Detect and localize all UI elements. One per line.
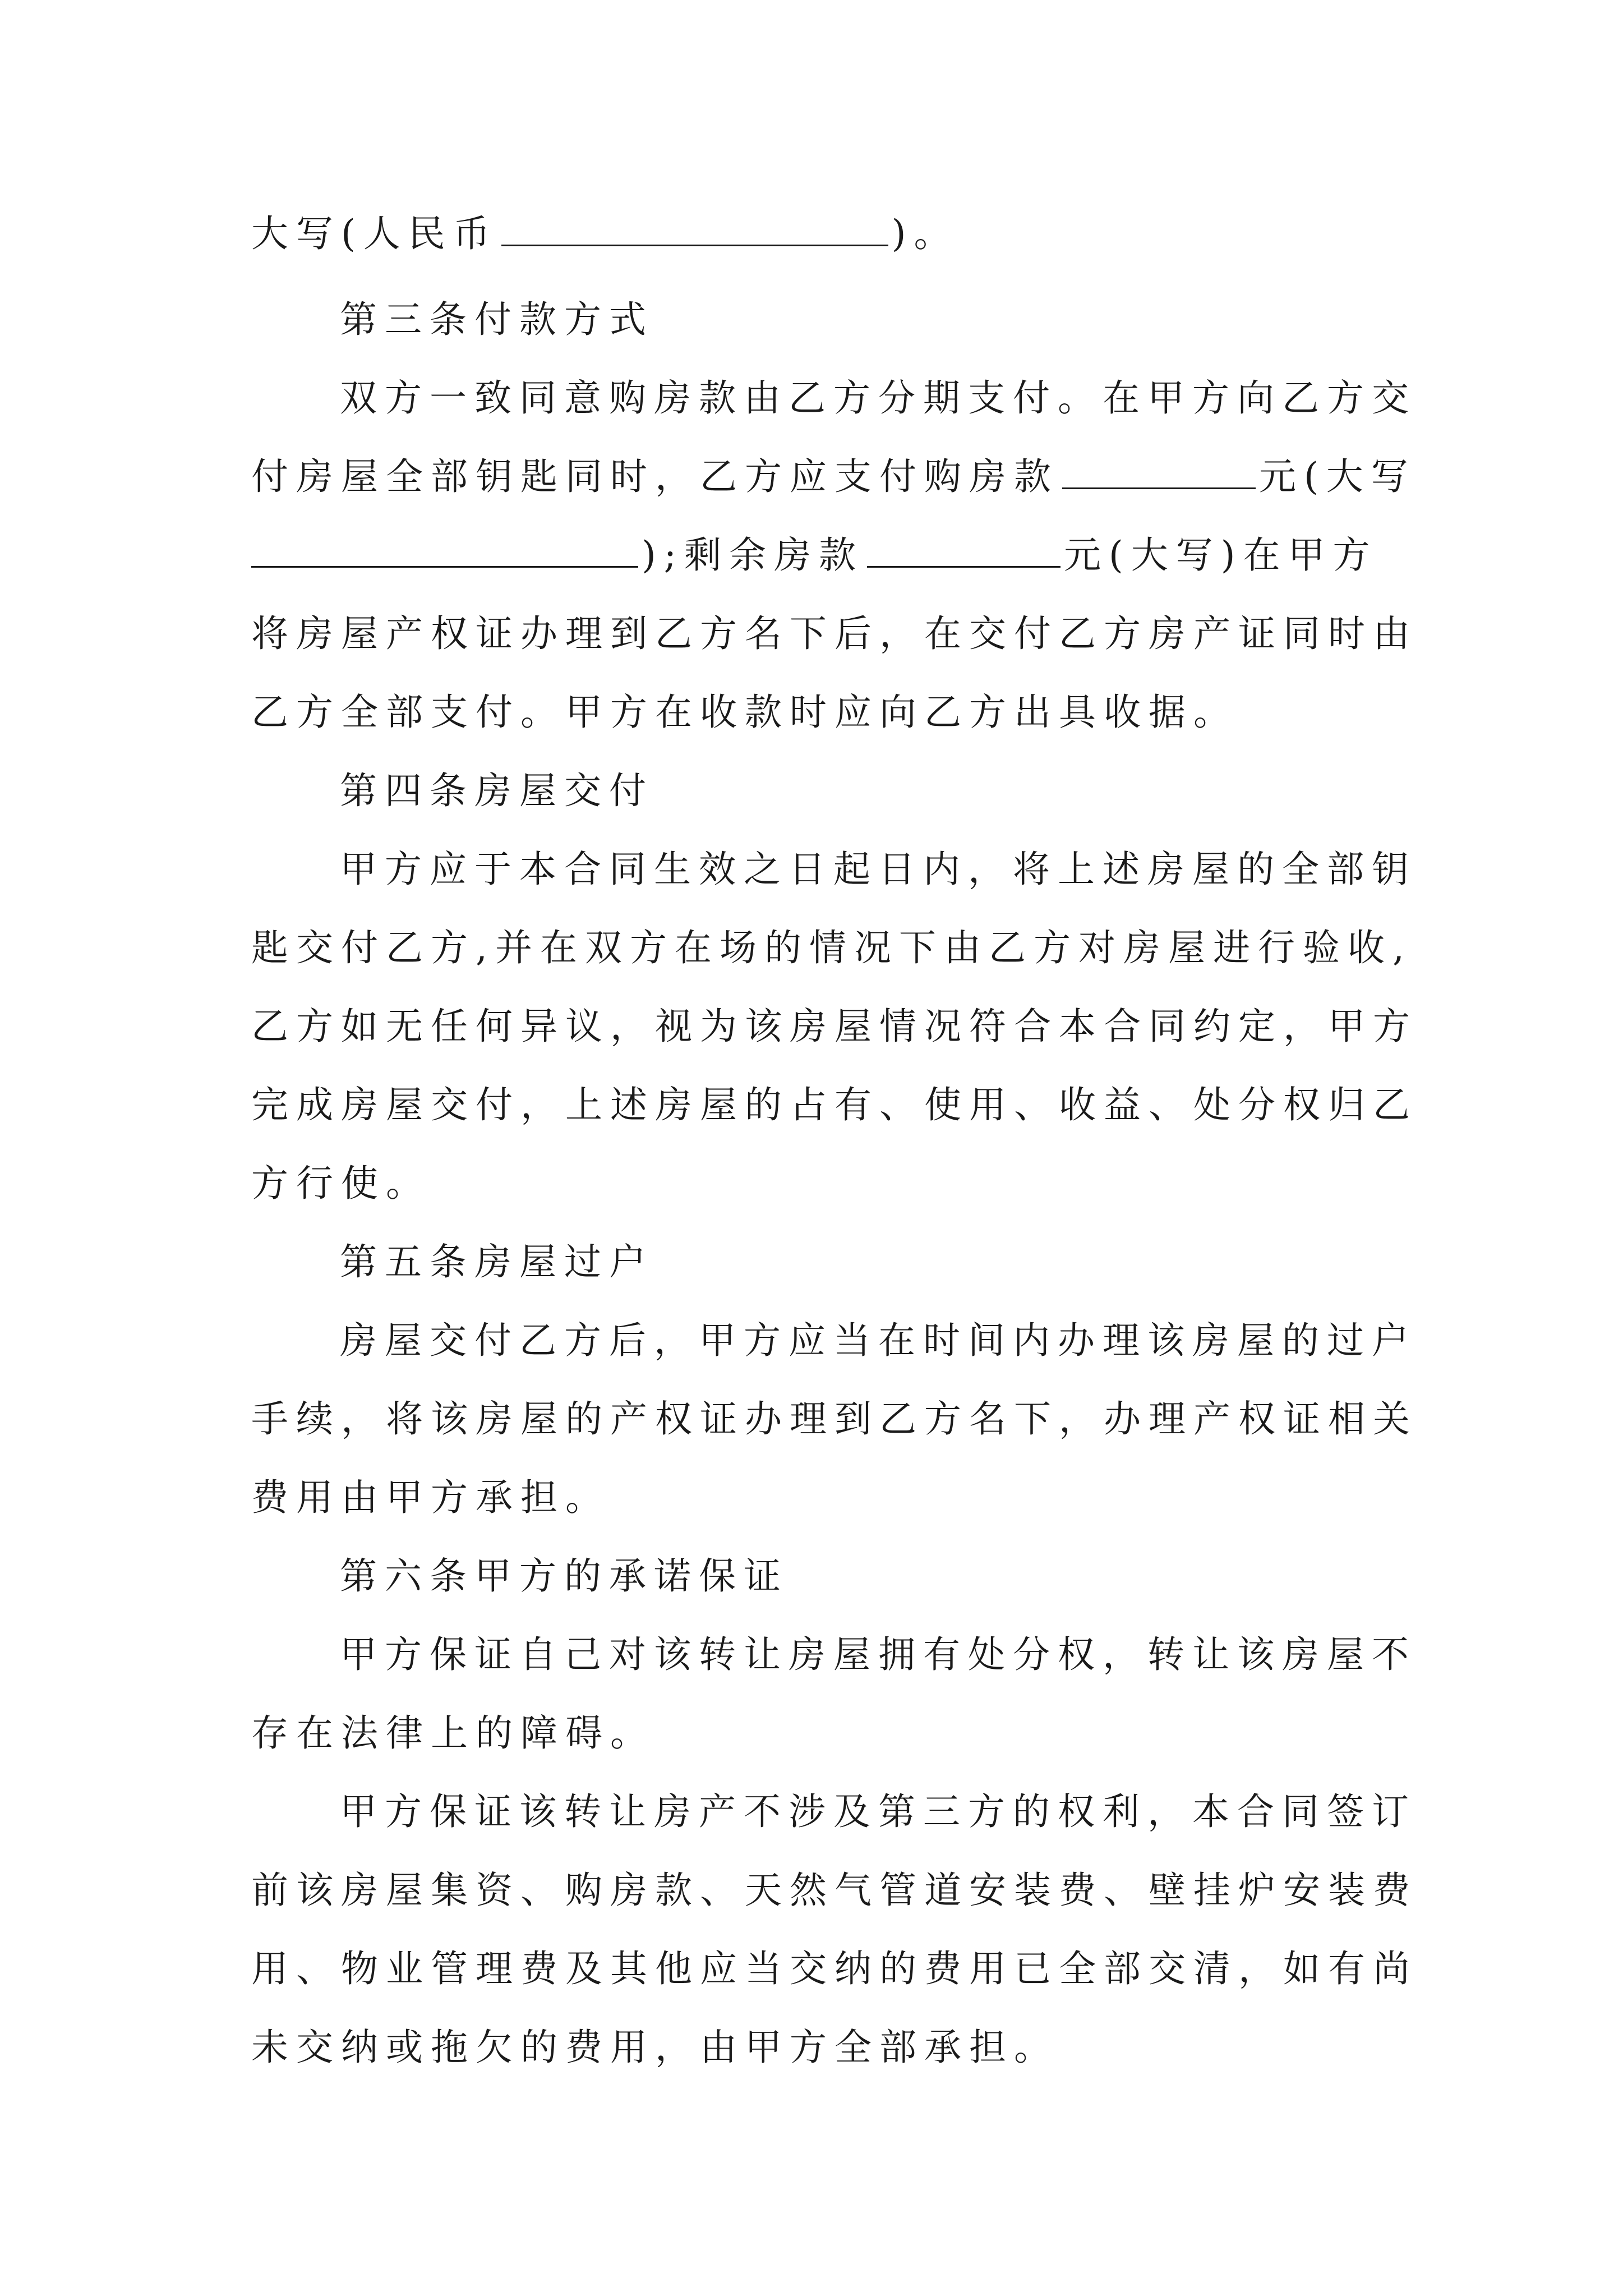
blank-field: [501, 212, 888, 246]
paragraph-line: 用、物业管理费及其他应当交纳的费用已全部交清，如有尚: [251, 1947, 1418, 1990]
article-4-title: 第四条房屋交付: [340, 769, 654, 812]
text-fragment: 元(大写)在甲方: [1064, 533, 1378, 577]
text-fragment: 付房屋全部钥匙同时，乙方应支付购房款: [251, 455, 1059, 498]
blank-field: [1062, 455, 1256, 489]
text-fragment: )。: [891, 212, 959, 255]
paragraph-line: 乙方如无任何异议，视为该房屋情况符合本合同约定，甲方: [251, 1005, 1418, 1048]
text-fragment: 元(大写: [1259, 455, 1416, 498]
paragraph-line: [251, 530, 1378, 581]
article-6-title: 第六条甲方的承诺保证: [340, 1554, 789, 1598]
paragraph-line: 匙交付乙方,并在双方在场的情况下由乙方对房屋进行验收,: [251, 926, 1412, 969]
blank-field: [251, 533, 638, 568]
article-5-title: 第五条房屋过户: [340, 1240, 654, 1283]
paragraph-line: 双方一致同意购房款由乙方分期支付。在甲方向乙方交: [340, 376, 1417, 420]
text-fragment: );剩余房款: [642, 533, 864, 577]
paragraph-line: 手续，将该房屋的产权证办理到乙方名下，办理产权证相关: [251, 1397, 1418, 1441]
article-3-title: 第三条付款方式: [340, 298, 654, 341]
paragraph-line: 甲方应于本合同生效之日起日内，将上述房屋的全部钥: [340, 848, 1417, 891]
text-line: [251, 209, 959, 259]
paragraph-line: 费用由甲方承担。: [251, 1476, 610, 1519]
paragraph-line: 将房屋产权证办理到乙方名下后，在交付乙方房产证同时由: [251, 612, 1418, 655]
paragraph-line: 乙方全部支付。甲方在收款时应向乙方出具收据。: [251, 691, 1238, 734]
paragraph-line: 甲方保证自己对该转让房屋拥有处分权，转让该房屋不: [340, 1633, 1417, 1676]
paragraph-line: 甲方保证该转让房产不涉及第三方的权利，本合同签订: [340, 1790, 1417, 1833]
paragraph-line: 完成房屋交付，上述房屋的占有、使用、收益、处分权归乙: [251, 1083, 1418, 1126]
paragraph-line: 存在法律上的障碍。: [251, 1711, 655, 1755]
paragraph-line: 房屋交付乙方后，甲方应当在时间内办理该房屋的过户: [340, 1319, 1417, 1362]
blank-field: [867, 533, 1061, 568]
text-fragment: 大写(人民币: [251, 212, 498, 255]
paragraph-line: 前该房屋集资、购房款、天然气管道安装费、壁挂炉安装费: [251, 1869, 1418, 1912]
paragraph-line: [251, 452, 1416, 502]
paragraph-line: 未交纳或拖欠的费用，由甲方全部承担。: [251, 2026, 1059, 2069]
paragraph-line: 方行使。: [251, 1162, 431, 1205]
